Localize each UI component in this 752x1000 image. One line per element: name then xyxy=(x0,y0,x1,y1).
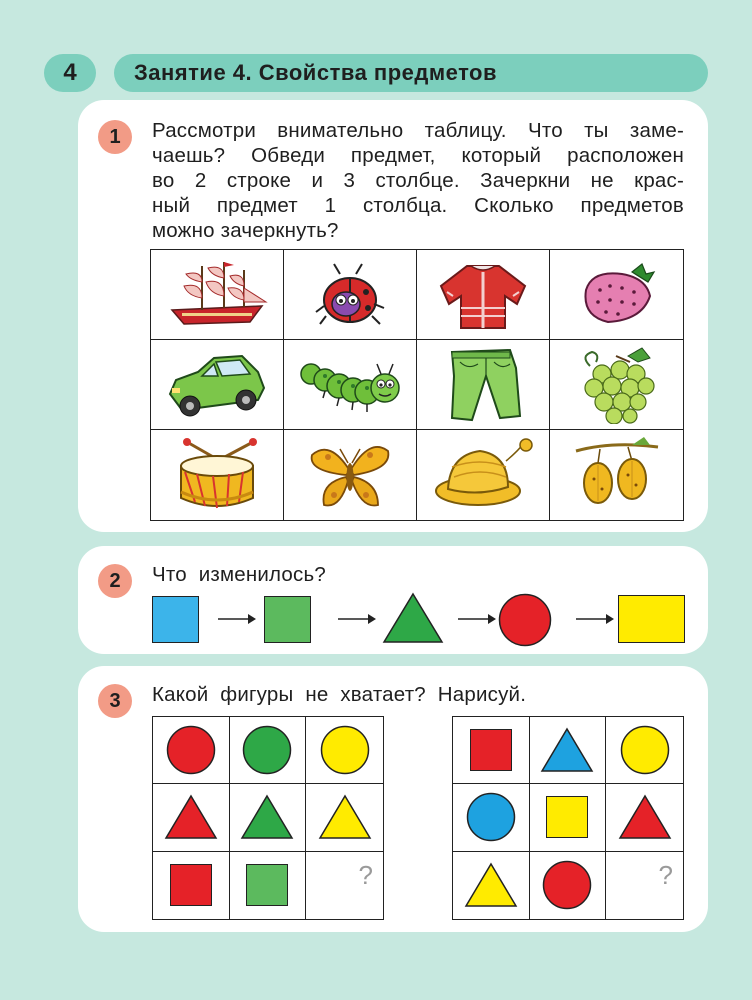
sequence-yellow-rectangle xyxy=(618,595,685,643)
grid-cell[interactable] xyxy=(606,717,683,784)
task3-question: Какой фигуры не хватает? Нарисуй. xyxy=(152,683,527,706)
yellow-triangle xyxy=(318,794,372,840)
green-square xyxy=(246,864,288,906)
yellow-circle xyxy=(320,725,370,775)
grapes-icon xyxy=(572,346,662,424)
grid-cell[interactable] xyxy=(453,717,530,784)
green-triangle xyxy=(240,794,294,840)
right-arrow-icon xyxy=(338,613,376,625)
task1-line-2: чаешь? Обведи предмет, который расположен xyxy=(152,144,684,167)
task3-number-badge: 3 xyxy=(98,684,132,718)
caterpillar-icon xyxy=(295,350,405,420)
picture-cell[interactable] xyxy=(151,340,284,430)
picture-cell[interactable] xyxy=(417,250,550,340)
picture-cell[interactable] xyxy=(550,430,683,520)
picture-cell[interactable] xyxy=(284,250,417,340)
task1-line-5: можно зачеркнуть? xyxy=(152,219,339,242)
yellow-triangle xyxy=(464,862,518,908)
sequence-blue-square xyxy=(152,596,199,643)
task2-number-badge: 2 xyxy=(98,564,132,598)
grid-cell[interactable] xyxy=(230,852,307,919)
grid-cell[interactable] xyxy=(530,717,607,784)
trousers-icon xyxy=(438,346,528,424)
picture-cell[interactable] xyxy=(151,250,284,340)
picture-cell[interactable] xyxy=(550,340,683,430)
picture-cell[interactable] xyxy=(417,340,550,430)
ladybug-icon xyxy=(310,260,390,330)
drum-icon xyxy=(167,436,267,514)
question-mark: ? xyxy=(658,859,673,890)
picture-cell[interactable] xyxy=(417,430,550,520)
sailing-ship-icon xyxy=(162,258,272,332)
task1-instructions xyxy=(152,118,684,243)
grid-cell[interactable] xyxy=(453,852,530,919)
grid-cell[interactable] xyxy=(530,852,607,919)
shape-grid-left xyxy=(152,716,384,920)
picture-cell[interactable] xyxy=(550,250,683,340)
missing-shape-cell[interactable] xyxy=(606,852,683,919)
right-arrow-icon xyxy=(458,613,496,625)
page-number: 4 xyxy=(44,54,96,92)
sequence-green-triangle xyxy=(382,592,444,644)
grid-cell[interactable] xyxy=(453,784,530,851)
butterfly-icon xyxy=(300,435,400,515)
grid-cell[interactable] xyxy=(153,784,230,851)
picture-cell[interactable] xyxy=(151,430,284,520)
right-arrow-icon xyxy=(218,613,256,625)
red-circle xyxy=(166,725,216,775)
picture-cell[interactable] xyxy=(284,430,417,520)
grid-cell[interactable] xyxy=(530,784,607,851)
red-triangle xyxy=(164,794,218,840)
hat-icon xyxy=(428,437,538,513)
shape-grid-right xyxy=(452,716,684,920)
right-arrow-icon xyxy=(576,613,614,625)
sequence-red-circle xyxy=(498,593,552,647)
red-triangle xyxy=(618,794,672,840)
red-square xyxy=(470,729,512,771)
red-square xyxy=(170,864,212,906)
green-circle xyxy=(242,725,292,775)
grid-cell[interactable] xyxy=(306,717,383,784)
blue-circle xyxy=(466,792,516,842)
lesson-title: Занятие 4. Свойства предметов xyxy=(114,54,708,92)
question-mark: ? xyxy=(358,859,373,890)
sequence-green-square xyxy=(264,596,311,643)
strawberry-icon xyxy=(572,260,662,330)
yellow-square xyxy=(546,796,588,838)
car-icon xyxy=(162,348,272,422)
blue-triangle xyxy=(540,727,594,773)
grid-cell[interactable] xyxy=(606,784,683,851)
task1-line-4: ный предмет 1 столбца. Сколько предметов xyxy=(152,194,684,217)
picture-cell[interactable] xyxy=(284,340,417,430)
picture-table xyxy=(150,249,684,521)
grid-cell[interactable] xyxy=(153,852,230,919)
grid-cell[interactable] xyxy=(230,784,307,851)
task1-line-1: Рассмотри внимательно таблицу. Что ты заме- xyxy=(152,119,684,142)
gooseberries-icon xyxy=(572,435,662,515)
task2-question: Что изменилось? xyxy=(152,563,326,586)
missing-shape-cell[interactable] xyxy=(306,852,383,919)
sweater-icon xyxy=(433,258,533,332)
red-circle xyxy=(542,860,592,910)
task1-line-3: во 2 строке и 3 столбце. Зачеркни не крас- xyxy=(152,169,684,192)
yellow-circle xyxy=(620,725,670,775)
task1-number-badge: 1 xyxy=(98,120,132,154)
grid-cell[interactable] xyxy=(153,717,230,784)
grid-cell[interactable] xyxy=(306,784,383,851)
grid-cell[interactable] xyxy=(230,717,307,784)
